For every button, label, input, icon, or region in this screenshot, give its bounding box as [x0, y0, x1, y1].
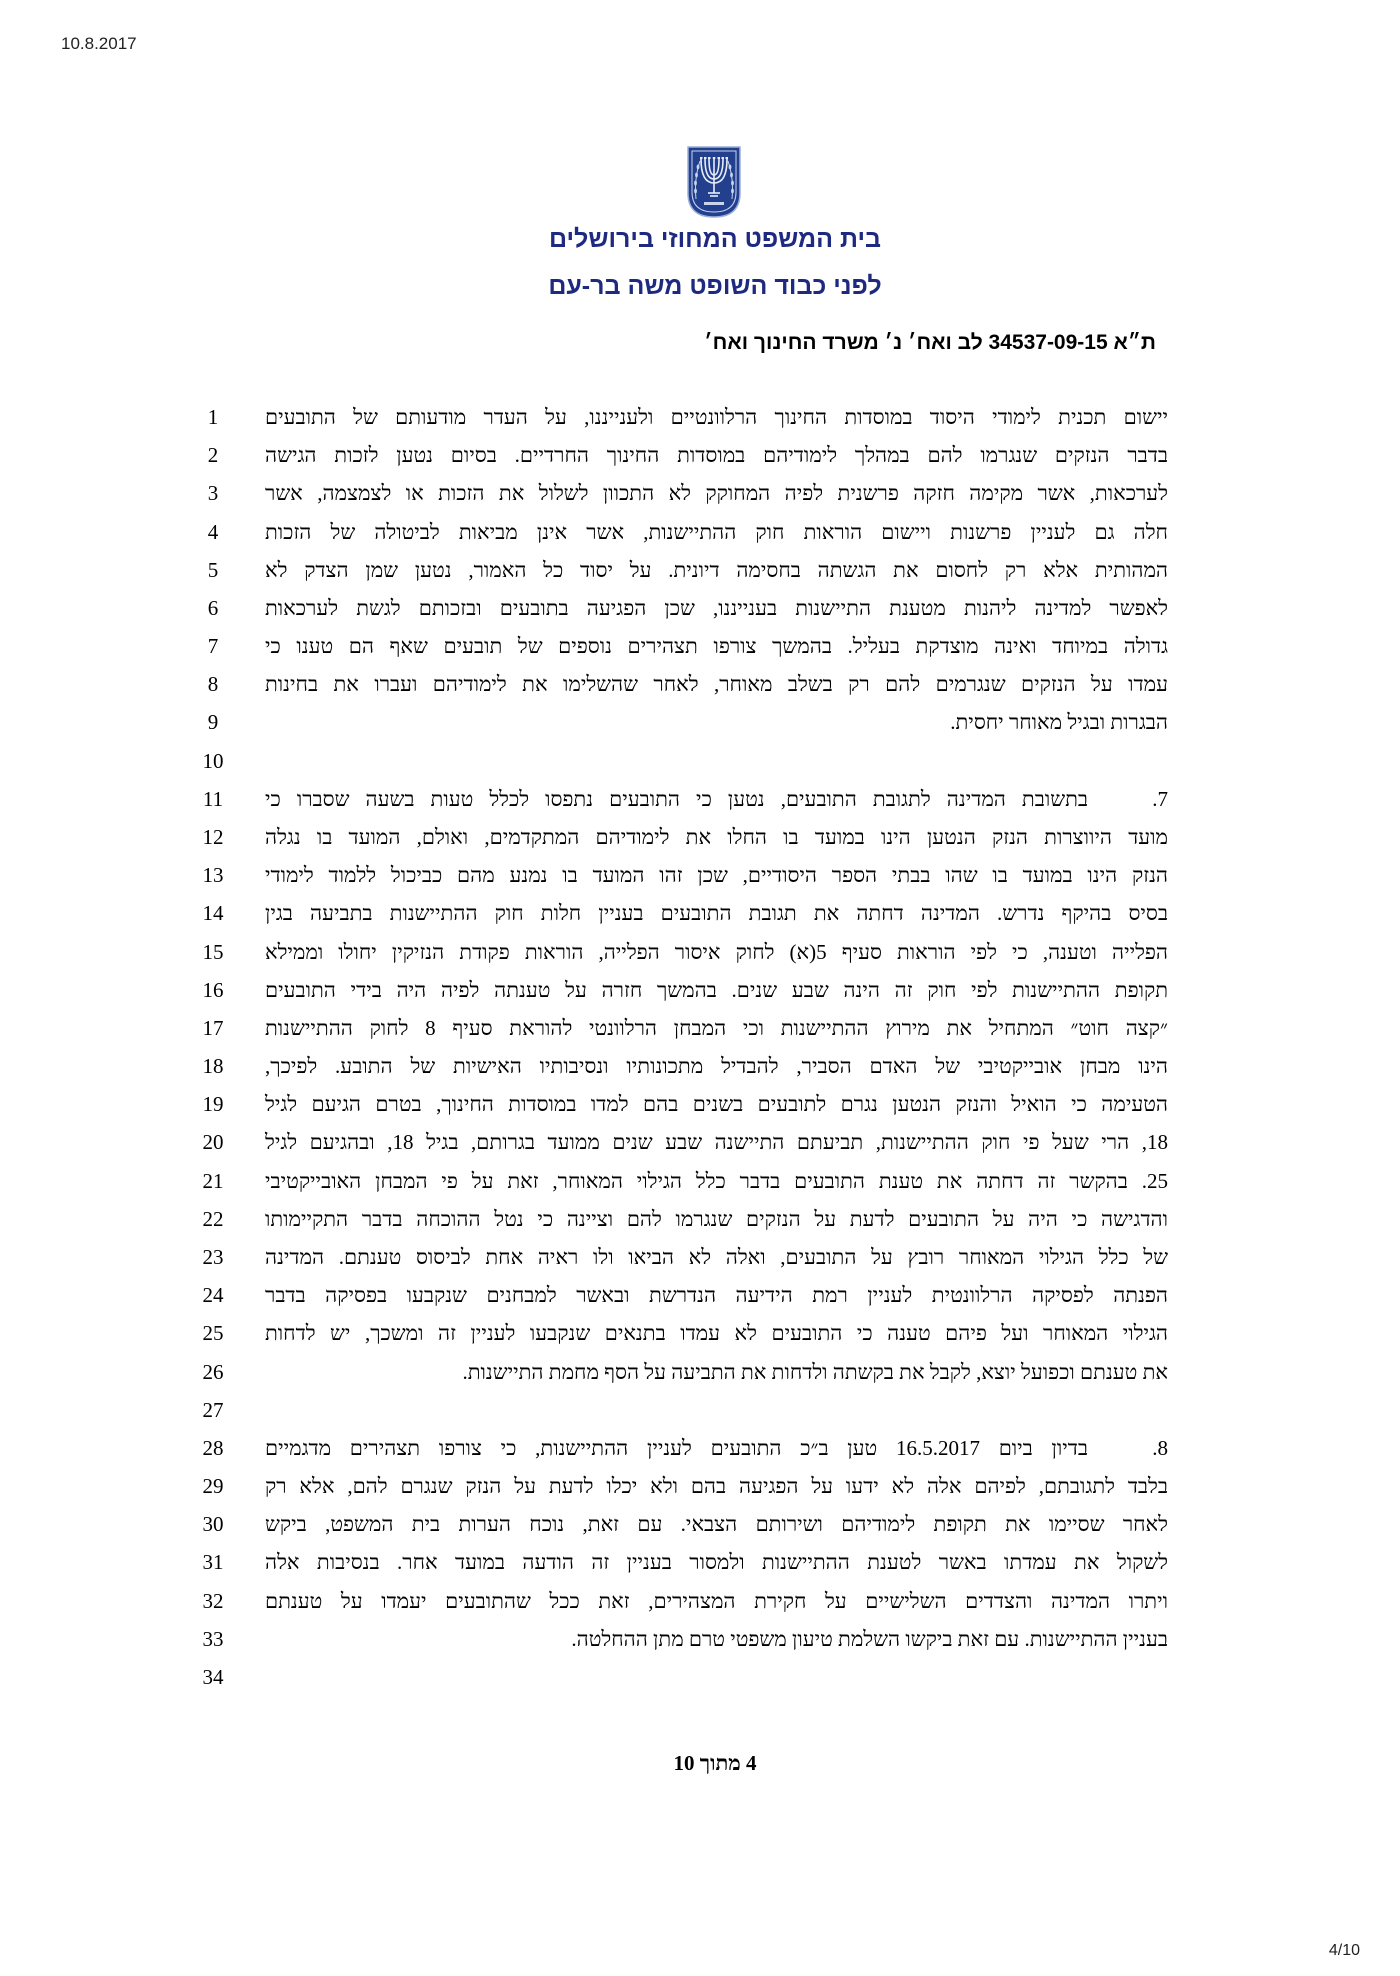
page-counter: 4/10 [1328, 1942, 1360, 1959]
line-text: הבגרות ובגיל מאוחר יחסית. [950, 710, 1168, 735]
court-title: בית המשפט המחוזי בירושלים [549, 225, 881, 253]
line-content [265, 818, 1168, 856]
line-text: גדולה במיוחד ואינה מוצדקת בעליל. בהמשך צורפו תצהירים נוספים של תובעים שאף הם טענו כי [265, 634, 1168, 659]
line-content [265, 1047, 1168, 1085]
line-number: 2 [207, 443, 219, 468]
line-content [265, 1085, 1168, 1123]
line-text: הינו מבחן אובייקטיבי של האדם הסביר, להבדיל מתכונותיו ונסיבותיו האישיות של התובע. לפיכך, [265, 1054, 1168, 1079]
document-line [0, 436, 1400, 474]
line-number: 18 [202, 1054, 224, 1079]
document-line [0, 818, 1400, 856]
document-line [0, 933, 1400, 971]
document-line [0, 1085, 1400, 1123]
line-text: 18, הרי שעל פי חוק ההתיישנות, תביעתם התיישנה שבע שנים ממועד בגרותם, בגיל 18, ובהגיעם לגיל [265, 1130, 1168, 1155]
line-number: 8 [207, 672, 219, 697]
line-content [265, 665, 1168, 703]
line-text [265, 742, 1168, 780]
line-number: 26 [202, 1359, 224, 1384]
document-line [0, 703, 1400, 741]
state-emblem-icon [686, 145, 742, 219]
line-text: מועד היווצרות הנזק הנטען הינו במועד בו החלו את לימודיהם המתקדמים, ואולם, המועד בו נגלה [265, 824, 1168, 849]
line-text: יישום תכנית לימודי היסוד במוסדות החינוך הרלוונטיים ולענייננו, על העדר מודעותם של התובעים [265, 405, 1168, 429]
line-content [265, 1238, 1168, 1276]
line-content [265, 1200, 1168, 1238]
line-content [265, 933, 1168, 971]
line-text: של כלל הגילוי המאוחר רובץ על התובעים, ואלה לא הביאו ולו ראיה אחת לביסוס טענתם. המדינה [265, 1244, 1168, 1269]
line-text: הטעימה כי הואיל והנזק הנטען נגרם לתובעים בשנים בהם למדו במוסדות החינוך, בטרם הגיעם לגיל [265, 1092, 1168, 1117]
line-number: 25 [202, 1321, 224, 1346]
line-text: בסיס בהיקף נדרש. המדינה דחתה את תגובת התובעים בעניין חלות חוק ההתיישנות בתביעה בגין [265, 901, 1168, 926]
line-content [265, 742, 1168, 780]
line-number: 20 [202, 1130, 224, 1155]
line-content [265, 474, 1168, 512]
line-content [265, 513, 1168, 551]
document-line [0, 1391, 1400, 1429]
line-number: 21 [202, 1168, 224, 1193]
line-content [265, 1276, 1168, 1314]
line-text: לשקול את עמדתו באשר לטענת ההתיישנות ולמסור בעניין זה הודעה במועד אחר. בנסיבות אלה [265, 1550, 1168, 1575]
line-content [265, 627, 1168, 665]
line-number: 30 [202, 1512, 224, 1537]
line-number: 17 [202, 1015, 224, 1040]
line-number: 28 [202, 1435, 224, 1460]
document-line [0, 1276, 1400, 1314]
line-text [265, 1391, 1168, 1429]
document-line [0, 856, 1400, 894]
document-line [0, 551, 1400, 589]
line-number: 4 [207, 519, 219, 544]
line-content [265, 1162, 1168, 1200]
line-number: 12 [202, 824, 224, 849]
print-date: 10.8.2017 [61, 34, 137, 53]
line-content [265, 1620, 1168, 1658]
page-footer: 4 מתוך 10 [673, 1751, 757, 1775]
document-line [0, 1009, 1400, 1047]
line-content [265, 1353, 1168, 1391]
line-text: לאפשר למדינה ליהנות מטענת התיישנות בענייננו, שכן הפגיעה בתובעים ובזכותם לגשת לערכאות [265, 595, 1168, 620]
line-number: 3 [207, 481, 219, 506]
document-line [0, 1467, 1400, 1505]
line-number: 1 [207, 405, 219, 429]
line-content [265, 1467, 1168, 1505]
document-line [0, 1162, 1400, 1200]
line-content [265, 1658, 1168, 1696]
line-number: 10 [202, 748, 224, 773]
document-line [0, 1429, 1400, 1467]
line-content [265, 1543, 1168, 1581]
line-number: 19 [202, 1092, 224, 1117]
document-line [0, 589, 1400, 627]
line-content [265, 856, 1168, 894]
line-text: חלה גם לעניין פרשנות ויישום הוראות חוק ההתיישנות, אשר אינן מביאות לביטולה של הזכות [265, 519, 1168, 544]
document-line [0, 1658, 1400, 1696]
line-content [265, 436, 1168, 474]
document-line [0, 971, 1400, 1009]
line-content [265, 589, 1168, 627]
paragraph-number: 7. [1152, 786, 1168, 811]
line-text: בתשובת המדינה לתגובת התובעים, נטען כי התובעים נתפסו לכלל טעות בשעה שסברו כי [265, 786, 1088, 811]
document-line [0, 1123, 1400, 1161]
line-number: 29 [202, 1474, 224, 1499]
line-number: 16 [202, 977, 224, 1002]
line-text: את טענתם וכפועל יוצא, לקבל את בקשתה ולדחות את התביעה על הסף מחמת התיישנות. [462, 1359, 1168, 1384]
line-text: 25. בהקשר זה דחתה את טענת התובעים בדבר כלל הגילוי המאוחר, זאת על פי המבחן האובייקטיבי [265, 1168, 1168, 1193]
paragraph-number: 8. [1152, 1435, 1168, 1460]
line-number: 31 [202, 1550, 224, 1575]
line-content [265, 1505, 1168, 1543]
line-content [265, 1123, 1168, 1161]
line-content [265, 551, 1168, 589]
line-number: 13 [202, 863, 224, 888]
document-line [0, 1582, 1400, 1620]
line-number: 7 [207, 634, 219, 659]
line-number: 11 [202, 786, 224, 811]
line-text: בדבר הנזקים שנגרמו להם במהלך לימודיהם במוסדות החינוך החרדיים. בסיום נטען לזכות הגישה [265, 443, 1168, 468]
line-text: הגילוי המאוחר ועל פיהם טענה כי התובעים לא עמדו בתנאים שנקבעו לעניין זה ומשכך, יש לדחות [265, 1321, 1168, 1346]
line-content [265, 780, 1168, 818]
line-text: בדיון ביום 16.5.2017 טען ב״כ התובעים לעניין ההתיישנות, כי צורפו תצהירים מדגמיים [265, 1435, 1088, 1460]
line-number: 32 [202, 1588, 224, 1613]
line-content [265, 1391, 1168, 1429]
line-content [265, 1582, 1168, 1620]
line-number: 23 [202, 1244, 224, 1269]
document-line [0, 665, 1400, 703]
line-content [265, 398, 1168, 436]
line-text: לערכאות, אשר מקימה חזקה פרשנית לפיה המחוקק לא התכוון לשלול את הזכות או לצמצמה, אשר [265, 481, 1168, 506]
line-number: 24 [202, 1283, 224, 1308]
line-text: המהותית אלא רק לחסום את הגשתה בחסימה דיונית. על יסוד כל האמור, נטען שמן הצדק לא [265, 557, 1168, 582]
line-content [265, 703, 1168, 741]
line-content [265, 894, 1168, 932]
line-number: 6 [207, 595, 219, 620]
document-line [0, 894, 1400, 932]
line-text: הפלייה וטענה, כי לפי הוראות סעיף 5(א) לחוק איסור הפלייה, הוראות פקודת הנזיקין יחולו וממילא [265, 939, 1168, 964]
line-text: ״קצה חוט״ המתחיל את מירוץ ההתיישנות וכי המבחן הרלוונטי להוראת סעיף 8 לחוק ההתיישנות [265, 1015, 1168, 1040]
case-number-line: ת״א 34537-09-15 לב ואח׳ נ׳ משרד החינוך ואח׳ [704, 331, 1156, 354]
line-text: לאחר שסיימו את תקופת לימודיהם ושירותם הצבאי. עם זאת, נוכח הערות בית המשפט, ביקש [265, 1512, 1168, 1537]
line-text: והדגישה כי היה על התובעים לדעת על הנזקים שנגרמו להם וציינה כי נטל ההוכחה בדבר התקיימותו [265, 1206, 1168, 1231]
line-text: הנזק הינו במועד בו שהו בבתי הספר היסודיים, שכן זהו המועד בו נמנע מהם כביכול ללמוד לימודי [265, 863, 1168, 888]
document-line [0, 1353, 1400, 1391]
document-line [0, 398, 1400, 436]
judge-line: לפני כבוד השופט משה בר-עם [548, 272, 882, 300]
line-number: 15 [202, 939, 224, 964]
line-content [265, 1009, 1168, 1047]
line-text: בעניין ההתיישנות. עם זאת ביקשו השלמת טיעון משפטי טרם מתן ההחלטה. [571, 1626, 1168, 1651]
document-line [0, 474, 1400, 512]
line-number: 9 [207, 710, 219, 735]
document-line [0, 513, 1400, 551]
line-text: בלבד לתגובתם, לפיהם אלה לא ידעו על הפגיעה בהם ולא יכלו לדעת על הנזק שנגרם להם, אלא רק [265, 1474, 1168, 1499]
line-number: 22 [202, 1206, 224, 1231]
document-line [0, 1543, 1400, 1581]
line-number: 27 [202, 1397, 224, 1422]
document-line [0, 742, 1400, 780]
line-content [265, 1429, 1168, 1467]
line-number: 34 [202, 1664, 224, 1689]
line-content [265, 1314, 1168, 1352]
document-line [0, 1047, 1400, 1085]
document-line [0, 780, 1400, 818]
document-line [0, 1505, 1400, 1543]
line-content [265, 971, 1168, 1009]
document-line [0, 627, 1400, 665]
line-number: 33 [202, 1626, 224, 1651]
line-text: עמדו על הנזקים שנגרמים להם רק בשלב מאוחר, לאחר שהשלימו את לימודיהם ועברו את בחינות [265, 672, 1168, 697]
line-text: ויתרו המדינה והצדדים השלישיים על חקירת המצהירים, זאת ככל שהתובעים יעמדו על טענתם [265, 1588, 1168, 1613]
document-line [0, 1238, 1400, 1276]
line-text: הפנתה לפסיקה הרלוונטית לעניין רמת הידיעה הנדרשת ובאשר למבחנים שנקבעו בפסיקה בדבר [265, 1283, 1168, 1308]
document-line [0, 1314, 1400, 1352]
line-number: 5 [207, 557, 219, 582]
line-number: 14 [202, 901, 224, 926]
document-line [0, 1200, 1400, 1238]
line-text: תקופת ההתיישנות לפי חוק זה הינה שבע שנים. בהמשך חזרה על טענתה לפיה היה בידי התובעים [265, 977, 1168, 1002]
line-text [265, 1658, 1168, 1696]
document-line [0, 1620, 1400, 1658]
